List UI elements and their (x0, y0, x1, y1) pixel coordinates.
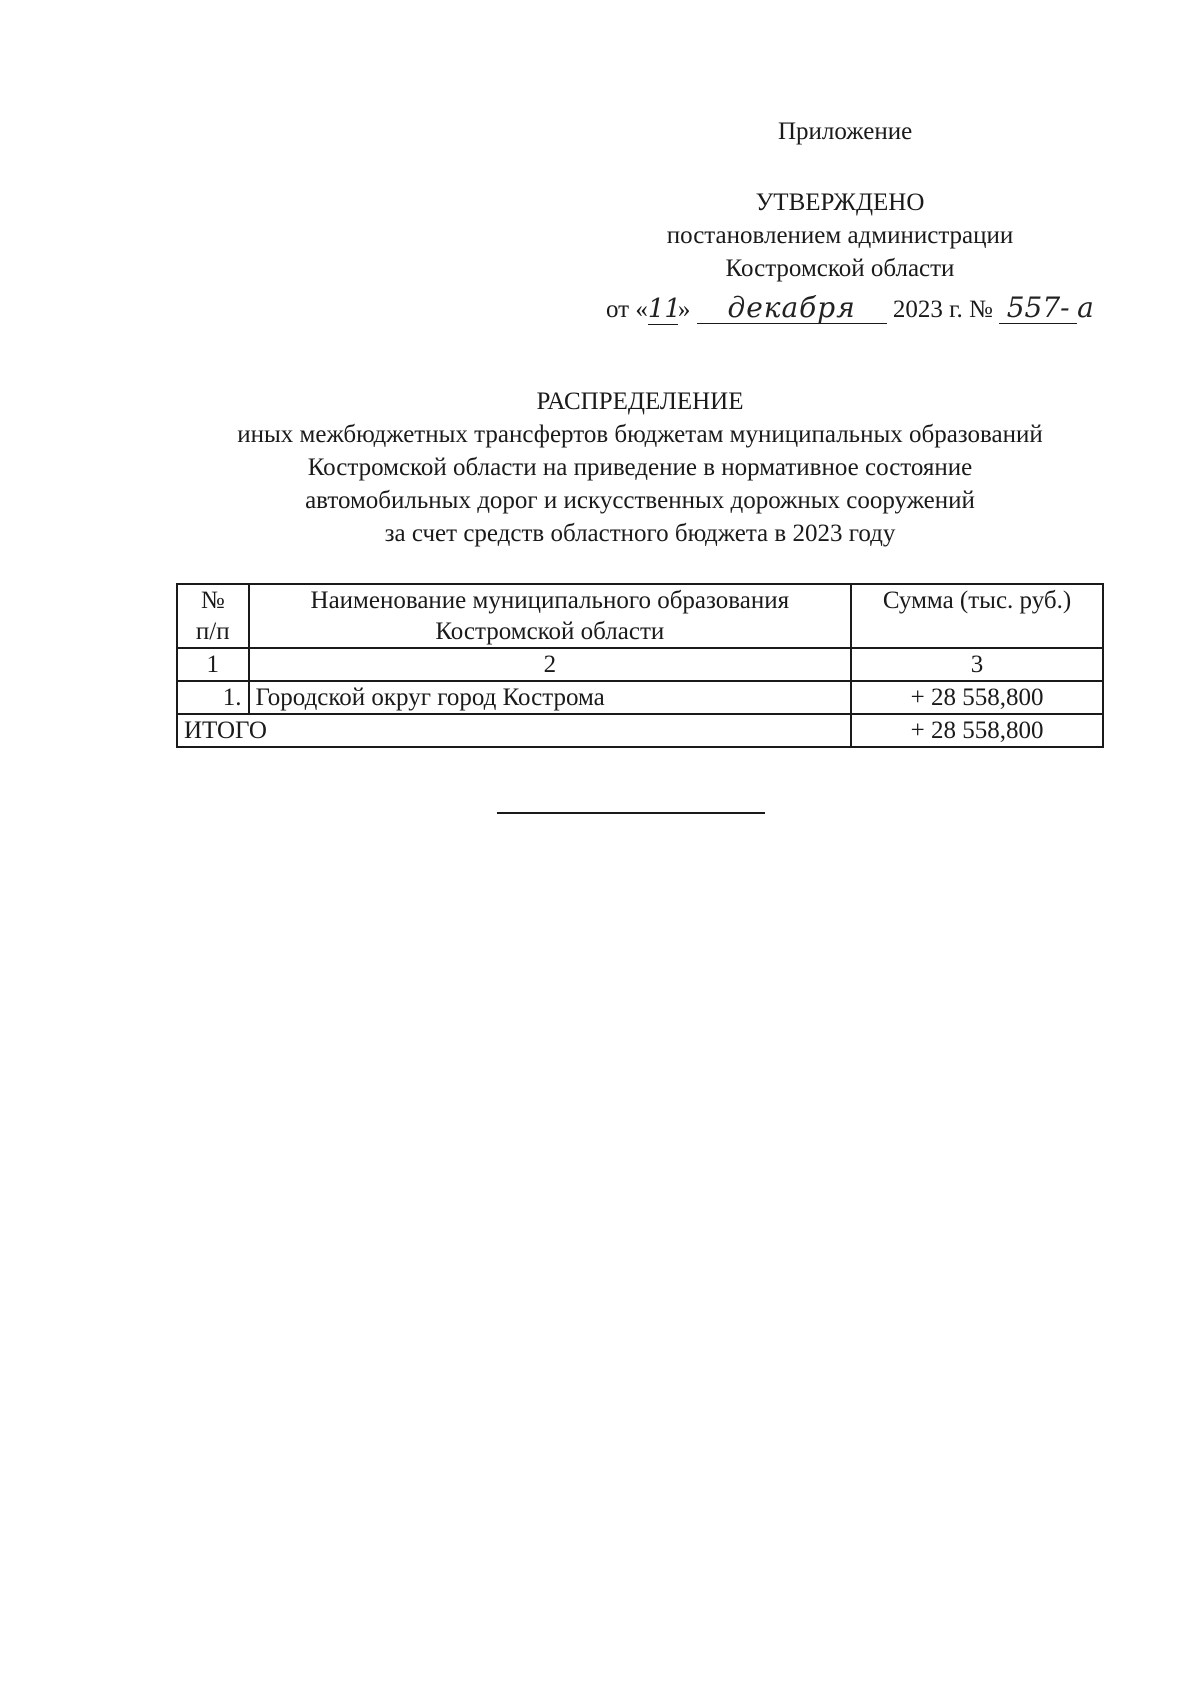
header-amount: Сумма (тыс. руб.) (851, 584, 1103, 648)
row-amount: + 28 558,800 (851, 681, 1103, 714)
date-day-handwritten: 11 (647, 294, 681, 324)
total-label: ИТОГО (177, 714, 851, 747)
total-amount: + 28 558,800 (851, 714, 1103, 747)
date-prefix: от « (606, 296, 648, 323)
table-row (177, 681, 1103, 714)
title-line-5: за счет средств областного бюджета в 2023 году (384, 520, 896, 547)
date-year: 2023 г. № (892, 296, 993, 323)
header-number-line-1: № (200, 587, 225, 614)
header-municipality (249, 584, 852, 648)
decree-date-line (606, 290, 1094, 328)
approval-block (600, 186, 1080, 285)
column-number-row (177, 648, 1103, 681)
date-month-handwritten: декабря (697, 293, 887, 324)
column-number-3: 3 (851, 648, 1103, 681)
title-line-4: автомобильных дорог и искусственных дорожных сооружений (305, 487, 975, 514)
title-line-3: Костромской области на приведение в нормативное состояние (307, 454, 973, 481)
decree-line-2: Костромской области (725, 255, 955, 282)
closing-rule (497, 812, 765, 814)
distribution-table (176, 583, 1104, 748)
header-number (177, 584, 249, 648)
header-municipality-line-1: Наименование муниципального образования (310, 587, 790, 614)
header-number-line-2: п/п (195, 618, 230, 645)
decree-number-handwritten: 557- (999, 293, 1077, 324)
row-number: 1. (177, 681, 249, 714)
decree-line-1: постановлением администрации (666, 222, 1014, 249)
document-title (100, 385, 1180, 550)
column-number-2: 2 (249, 648, 852, 681)
title-line-1: РАСПРЕДЕЛЕНИЕ (536, 388, 744, 415)
appendix-label: Приложение (778, 118, 913, 145)
date-mid: » (677, 296, 691, 323)
title-line-2: иных межбюджетных трансфертов бюджетам муниципальных образований (237, 421, 1043, 448)
header-municipality-line-2: Костромской области (435, 618, 665, 645)
decree-suffix-handwritten: а (1077, 291, 1094, 324)
table-header-row (177, 584, 1103, 648)
total-row (177, 714, 1103, 747)
approved-label: УТВЕРЖДЕНО (755, 189, 925, 216)
row-municipality: Городской округ город Кострома (249, 681, 852, 714)
column-number-1: 1 (177, 648, 249, 681)
